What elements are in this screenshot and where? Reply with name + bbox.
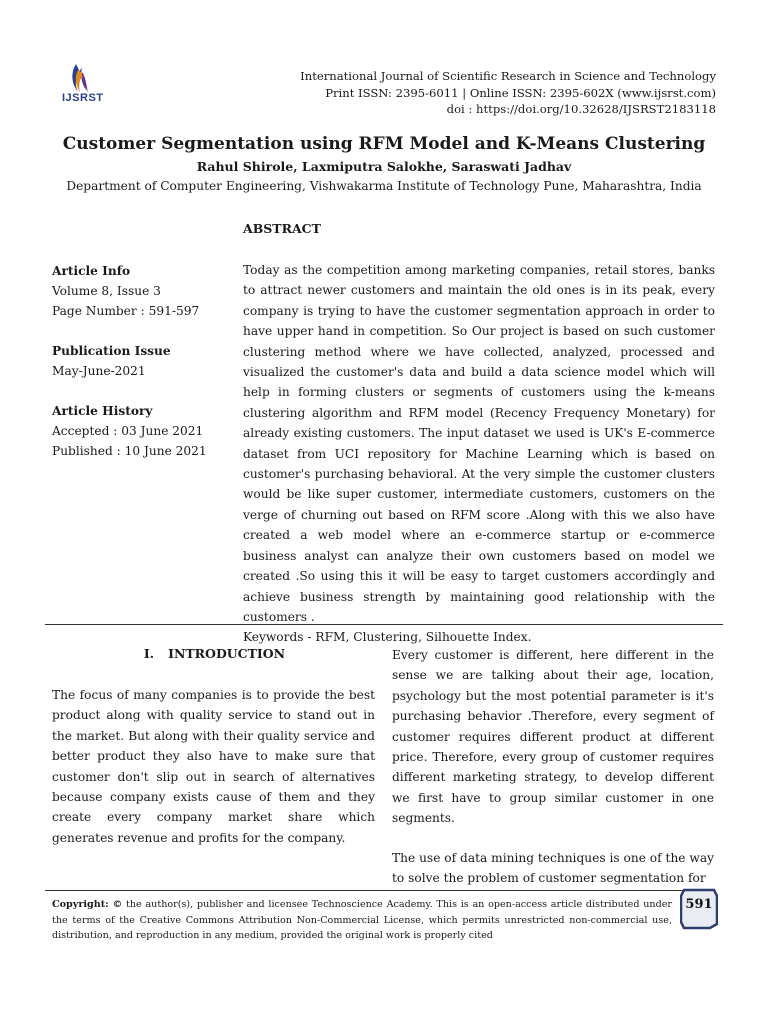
publication-issue: May-June-2021 bbox=[52, 364, 146, 378]
abstract-body bbox=[243, 260, 715, 648]
copyright-notice bbox=[52, 897, 672, 944]
abstract-heading: ABSTRACT bbox=[243, 221, 321, 236]
journal-doi[interactable]: doi : https://doi.org/10.32628/IJSRST2183118 bbox=[446, 102, 716, 116]
copyright-label: Copyright: © bbox=[52, 899, 123, 910]
section-title: INTRODUCTION bbox=[168, 646, 286, 661]
paragraph: Every customer is different, here different in the sense we are talking about their age, location, psychology but the most potential parameter is it's purchasing behavior .Therefore, every segment of customer requires different product at different price. Therefore, every group of customer requires different marketing strategy, to develop different we first have to group similar customer in one segments. bbox=[392, 648, 714, 826]
paper-title: Customer Segmentation using RFM Model and K-Means Clustering bbox=[62, 134, 706, 154]
section-heading-introduction bbox=[52, 646, 377, 661]
history-heading: Article History bbox=[52, 404, 153, 418]
published-date: Published : 10 June 2021 bbox=[52, 444, 207, 458]
article-volume: Volume 8, Issue 3 bbox=[52, 284, 161, 298]
footer-divider bbox=[45, 890, 685, 891]
abstract-keywords: Keywords - RFM, Clustering, Silhouette Index. bbox=[243, 630, 532, 645]
paper-authors: Rahul Shirole, Laxmiputra Salokhe, Saraswati Jadhav bbox=[196, 159, 572, 174]
journal-name: International Journal of Scientific Research in Science and Technology bbox=[300, 69, 716, 83]
paragraph: The focus of many companies is to provide the best product along with quality service to stand out in the market. But along with their quality service and better product they also have to make sure that customer don't slip out in search of alternatives because company exists cause of them and they create every company market share which generates revenue and profits for the company. bbox=[52, 688, 375, 845]
paragraph: The use of data mining techniques is one of the way to solve the problem of customer segmentation for bbox=[392, 850, 714, 886]
journal-header bbox=[156, 68, 716, 118]
flame-logo-icon bbox=[62, 58, 132, 118]
publication-heading: Publication Issue bbox=[52, 344, 171, 358]
accepted-date: Accepted : 03 June 2021 bbox=[52, 424, 204, 438]
journal-issn: Print ISSN: 2395-6011 | Online ISSN: 2395-602X (www.ijsrst.com) bbox=[325, 85, 716, 100]
article-pages: Page Number : 591-597 bbox=[52, 304, 200, 318]
article-info bbox=[52, 261, 232, 461]
left-column bbox=[52, 685, 375, 848]
article-info-heading: Article Info bbox=[52, 264, 131, 278]
divider bbox=[45, 624, 723, 625]
right-column bbox=[392, 645, 714, 907]
abstract-text: Today as the competition among marketing companies, retail stores, banks to attract newer customers and maintain the old ones is in its peak, every company is trying to have the customer segmentation approach in order to have upper hand in competition. So Our project is based on such customer clustering method where we have collected, analyzed, processed and visualized the customer's data and build a data science model which will help in forming clusters or segments of customers using the k-means clustering algorithm and RFM model (Recency Frequency Monetary) for already existing customers. The input dataset we used is UK's E-commerce dataset from UCI repository for Machine Learning which is based on customer's purchasing behavioral. At the very simple the customer clusters would be like super customer, intermediate customers, customers on the verge of churning out based on RFM score .Along with this we also have created a web model where an e-commerce startup or e-commerce business analyst can analyze their own customers based on model we created .So using this it will be easy to target customers accordingly and achieve business strength by maintaining good relationship with the customers . bbox=[243, 263, 715, 624]
author-affiliation: Department of Computer Engineering, Vishwakarma Institute of Technology Pune, Maharashtra, India bbox=[66, 179, 702, 193]
journal-logo bbox=[62, 58, 132, 118]
logo-text: IJSRST bbox=[62, 92, 104, 104]
copyright-text: the author(s), publisher and licensee Technoscience Academy. This is an open-access article distributed under the terms of the Creative Commons Attribution Non-Commercial License, which permits unrestricted non-commercial use, distribution, and reproduction in any medium, provided the original work is properly cited bbox=[52, 899, 672, 941]
section-number: I. bbox=[143, 646, 155, 661]
page-number: 591 bbox=[685, 897, 713, 912]
